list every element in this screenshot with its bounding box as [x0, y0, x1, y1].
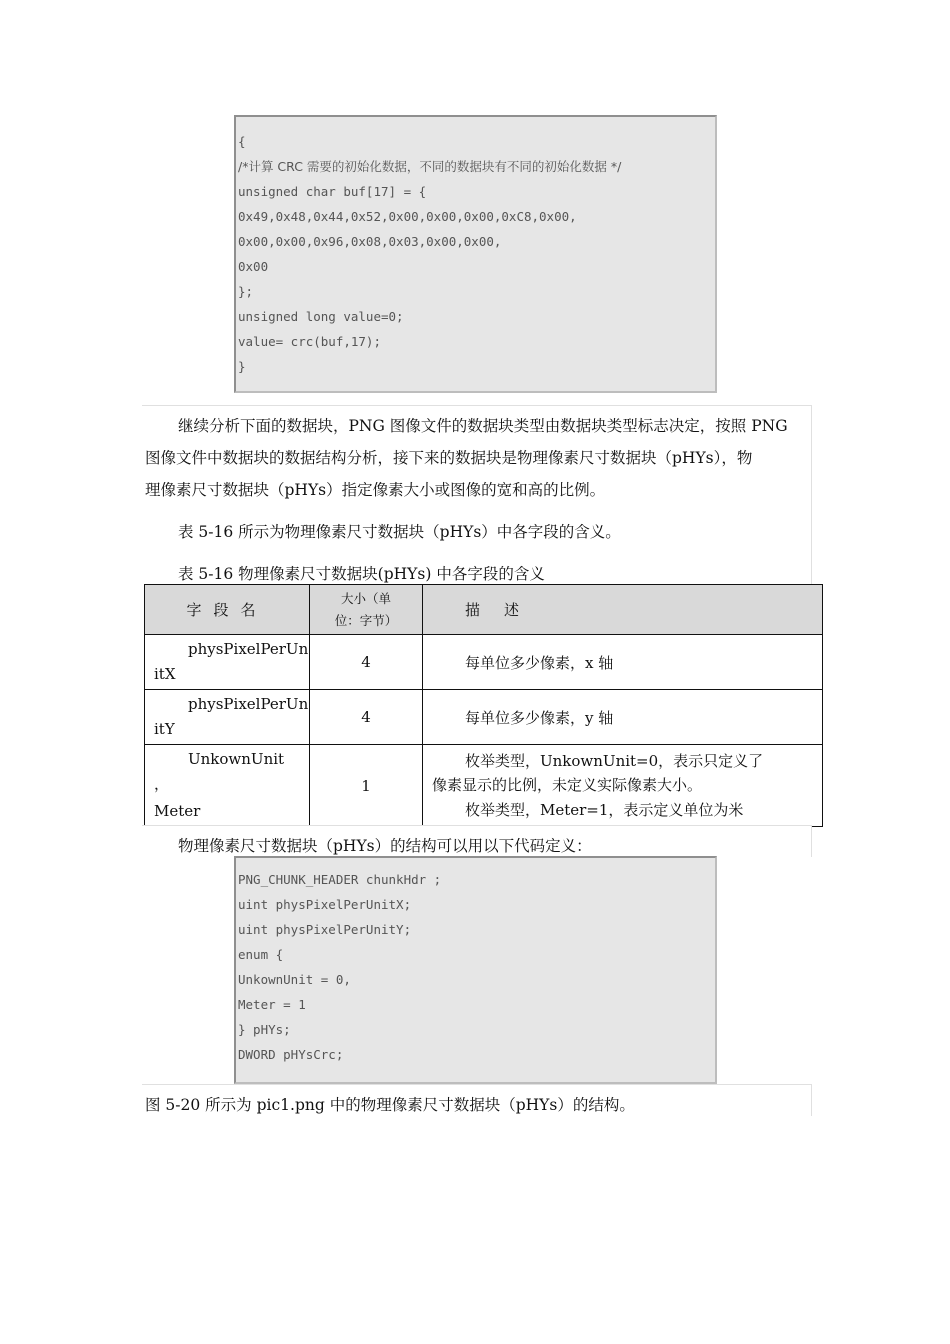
- code-line: enum {: [238, 947, 284, 962]
- field-desc-line: 枚举类型，UnkownUnit=0，表示只定义了: [465, 751, 764, 770]
- code-line: }: [238, 359, 246, 374]
- code-line: } pHYs;: [238, 1022, 291, 1037]
- code-line: 0x00: [238, 259, 269, 274]
- field-name-line: physPixelPerUn: [188, 640, 309, 658]
- code-line: unsigned long value=0;: [238, 309, 404, 324]
- paragraph-intro: [145, 410, 813, 506]
- field-name-line: Meter: [154, 802, 201, 820]
- field-desc-cell: 每单位多少像素，y 轴: [423, 690, 823, 745]
- code-block-crc: [234, 115, 717, 393]
- field-size-cell: 1: [310, 745, 423, 827]
- table-row: [145, 745, 823, 827]
- field-desc-cell: [423, 745, 823, 827]
- field-size-cell: 4: [310, 690, 423, 745]
- phys-fields-table: [144, 584, 823, 827]
- header-size-line: 位：字节）: [334, 612, 398, 628]
- code-line: DWORD pHYsCrc;: [238, 1047, 344, 1062]
- field-name-line: UnkownUnit ，: [154, 750, 285, 793]
- code-line: {: [238, 134, 246, 149]
- code-line: PNG_CHUNK_HEADER chunkHdr ;: [238, 872, 442, 887]
- code-line: 0x00,0x00,0x96,0x08,0x03,0x00,0x00,: [238, 234, 502, 249]
- field-name-cell: [145, 745, 310, 827]
- table-header-row: [145, 585, 823, 635]
- field-name-line: itX: [154, 665, 176, 683]
- code-line: Meter = 1: [238, 997, 306, 1012]
- paragraph-table-ref: 表 5-16 所示为物理像素尺寸数据块（pHYs）中各字段的含义。: [178, 523, 621, 541]
- header-field-name: 字段名: [145, 585, 310, 635]
- field-name-line: itY: [154, 720, 175, 738]
- header-size-line: 大小（单: [340, 590, 391, 606]
- code-block-phys-struct: [234, 856, 717, 1084]
- paragraph-line: 图像文件中数据块的数据结构分析，接下来的数据块是物理像素尺寸数据块（pHYs），物: [145, 449, 753, 467]
- table-caption: 表 5-16 物理像素尺寸数据块(pHYs) 中各字段的含义: [178, 565, 545, 583]
- code-line: uint physPixelPerUnitX;: [238, 897, 412, 912]
- code-line: 0x49,0x48,0x44,0x52,0x00,0x00,0x00,0xC8,0x00,: [238, 209, 577, 224]
- header-description: 描述: [423, 585, 823, 635]
- paragraph-line: 继续分析下面的数据块，PNG 图像文件的数据块类型由数据块类型标志决定，按照 PNG: [178, 417, 788, 435]
- field-desc-line: 枚举类型，Meter=1，表示定义单位为米: [465, 800, 744, 819]
- header-size: [310, 585, 423, 635]
- paragraph-structure: 物理像素尺寸数据块（pHYs）的结构可以用以下代码定义：: [178, 837, 592, 855]
- code-line: };: [238, 284, 254, 299]
- paragraph-figure-ref: 图 5-20 所示为 pic1.png 中的物理像素尺寸数据块（pHYs）的结构。: [145, 1096, 635, 1114]
- field-size-cell: 4: [310, 635, 423, 690]
- field-name-cell: [145, 635, 310, 690]
- code-line: value= crc(buf,17);: [238, 334, 381, 349]
- code-line: UnkownUnit = 0,: [238, 972, 351, 987]
- field-desc-line: 像素显示的比例，未定义实际像素大小。: [432, 776, 703, 795]
- table-row: [145, 635, 823, 690]
- code-line: uint physPixelPerUnitY;: [238, 922, 412, 937]
- field-name-line: physPixelPerUn: [188, 695, 309, 713]
- table-row: [145, 690, 823, 745]
- code-line: unsigned char buf[17] = {: [238, 184, 427, 199]
- code-line: /*计算 CRC 需要的初始化数据，不同的数据块有不同的初始化数据 */: [238, 159, 622, 174]
- field-desc-cell: 每单位多少像素，x 轴: [423, 635, 823, 690]
- paragraph-line: 理像素尺寸数据块（pHYs）指定像素大小或图像的宽和高的比例。: [145, 481, 606, 499]
- field-name-cell: [145, 690, 310, 745]
